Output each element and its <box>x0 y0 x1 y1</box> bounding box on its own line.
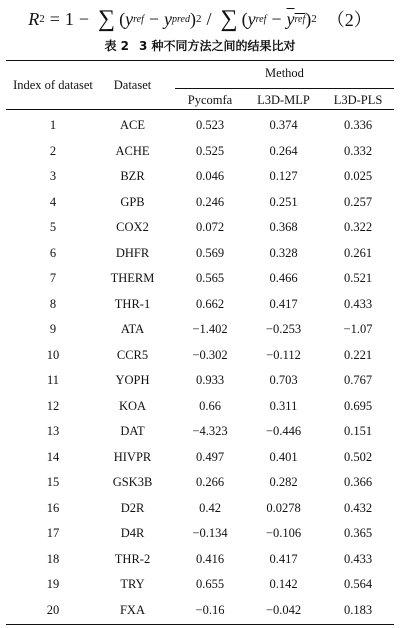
table-row <box>6 266 394 292</box>
cell-dataset: ACE <box>120 118 145 132</box>
cell-pycomfa: 0.046 <box>195 169 225 183</box>
header-l3d-pls: L3D-PLS <box>333 93 383 107</box>
table-row <box>6 139 394 165</box>
cell-l3d-pls: 0.366 <box>343 475 373 489</box>
cell-index: 1 <box>49 118 57 132</box>
cell-l3d-pls: 0.151 <box>343 424 373 438</box>
table-row <box>6 470 394 496</box>
cell-l3d-mlp: 0.466 <box>269 271 298 285</box>
table-bottom-rule <box>6 624 394 625</box>
cell-l3d-pls: 0.695 <box>343 398 373 413</box>
cell-l3d-pls: 0.183 <box>343 602 373 617</box>
cell-index: 17 <box>46 526 60 540</box>
table-row <box>6 394 394 420</box>
cell-pycomfa: 0.66 <box>199 398 221 413</box>
table-row <box>6 215 394 241</box>
cell-pycomfa: 0.569 <box>195 245 225 260</box>
cell-l3d-pls: 0.433 <box>343 551 373 566</box>
cell-l3d-pls: 0.502 <box>343 449 373 464</box>
cell-l3d-mlp: 0.417 <box>269 296 298 311</box>
formula-rparen-2: ) <box>305 8 312 29</box>
cell-l3d-pls: 0.257 <box>343 194 373 209</box>
cell-l3d-mlp: 0.328 <box>269 245 298 260</box>
formula-lhs: R <box>28 8 40 29</box>
cell-l3d-mlp: 0.417 <box>269 551 298 566</box>
cell-l3d-pls: −1.07 <box>343 322 373 336</box>
cell-index: 3 <box>49 169 57 183</box>
formula-ref-mean: $\overline{ref}$ <box>294 13 306 25</box>
table-row <box>6 292 394 318</box>
cell-index: 15 <box>46 475 60 489</box>
cell-index: 10 <box>46 347 60 362</box>
table-row <box>6 190 394 216</box>
formula-sum-1: ∑ <box>98 5 116 32</box>
table-row <box>6 521 394 547</box>
cell-pycomfa: 0.497 <box>195 449 225 464</box>
formula-equals: = <box>49 8 60 29</box>
cell-l3d-mlp: 0.127 <box>269 169 298 183</box>
cell-dataset: DHFR <box>115 245 150 260</box>
cell-index: 13 <box>46 424 60 438</box>
table-top-rule <box>6 60 394 61</box>
formula-square-2: 2 <box>311 13 317 25</box>
cell-dataset: TRY <box>120 577 145 591</box>
cell-pycomfa: 0.523 <box>195 118 225 132</box>
cell-pycomfa: 0.933 <box>195 373 225 387</box>
formula-y-ref-2: y <box>247 8 256 29</box>
table-row <box>6 598 394 624</box>
table-row <box>6 445 394 471</box>
cell-pycomfa: 0.246 <box>195 194 225 209</box>
cell-l3d-mlp: 0.264 <box>269 143 298 158</box>
cell-l3d-mlp: −0.253 <box>265 322 302 336</box>
cell-index: 9 <box>49 322 57 336</box>
table-row <box>6 547 394 573</box>
cell-l3d-pls: 0.432 <box>343 500 373 515</box>
cell-l3d-pls: 0.336 <box>343 118 373 132</box>
cell-dataset: FXA <box>119 602 145 617</box>
cell-dataset: DAT <box>120 424 145 438</box>
table-row <box>6 164 394 190</box>
cell-pycomfa: 0.662 <box>195 296 225 311</box>
equation-number: （2） <box>326 10 372 30</box>
cell-dataset: ACHE <box>115 143 150 158</box>
cell-dataset: YOPH <box>115 373 150 387</box>
cell-index: 19 <box>46 577 60 591</box>
table-row <box>6 496 394 522</box>
cell-index: 7 <box>49 271 57 285</box>
cell-dataset: D4R <box>120 526 145 540</box>
cell-dataset: GSK3B <box>112 475 153 489</box>
cell-dataset: CCR5 <box>116 347 149 362</box>
method-header-rule <box>175 88 394 89</box>
table-caption-text: 3 种不同方法之间的结果比对 <box>139 39 296 53</box>
cell-pycomfa: 0.565 <box>195 271 225 285</box>
formula-one: 1 <box>64 8 74 29</box>
cell-l3d-pls: 0.521 <box>343 271 373 285</box>
formula-ref-1: ref <box>133 13 144 25</box>
formula-minus-2: − <box>148 8 160 29</box>
table-row <box>6 368 394 394</box>
cell-pycomfa: −0.16 <box>195 602 225 617</box>
cell-l3d-pls: 0.433 <box>343 296 373 311</box>
header-dataset: Dataset <box>113 78 152 92</box>
cell-dataset: HIVPR <box>113 449 152 464</box>
table-header-rule <box>6 109 394 110</box>
formula-rparen-1: ) <box>190 8 196 29</box>
cell-l3d-mlp: 0.401 <box>269 449 298 464</box>
cell-pycomfa: 0.416 <box>195 551 225 566</box>
cell-l3d-pls: 0.261 <box>343 245 373 260</box>
formula-y-ref-1: y <box>125 8 134 29</box>
cell-l3d-mlp: −0.042 <box>265 602 302 617</box>
table-row <box>6 343 394 369</box>
cell-pycomfa: 0.42 <box>199 500 221 515</box>
header-method: Method <box>265 66 304 80</box>
cell-dataset: THERM <box>110 271 155 285</box>
header-l3d-mlp: L3D-MLP <box>257 93 310 107</box>
cell-l3d-pls: 0.332 <box>343 143 373 158</box>
cell-pycomfa: 0.525 <box>195 143 225 158</box>
cell-l3d-pls: 0.564 <box>343 577 373 591</box>
formula-lhs-exponent: 2 <box>39 13 45 25</box>
cell-l3d-pls: 0.025 <box>343 169 373 183</box>
cell-pycomfa: −0.134 <box>192 526 228 540</box>
cell-pycomfa: −0.302 <box>192 347 228 362</box>
formula-slash: / <box>206 8 212 29</box>
cell-l3d-mlp: −0.106 <box>265 526 302 540</box>
formula-y-pred: y <box>164 8 173 29</box>
formula-minus-3: − <box>271 8 282 29</box>
cell-l3d-mlp: −0.446 <box>265 424 302 438</box>
table-row <box>6 572 394 598</box>
cell-l3d-mlp: 0.251 <box>269 194 298 209</box>
cell-l3d-pls: 0.221 <box>343 347 373 362</box>
cell-index: 20 <box>46 602 60 617</box>
cell-l3d-pls: 0.767 <box>343 373 373 387</box>
cell-dataset: D2R <box>120 500 145 515</box>
cell-index: 2 <box>49 143 57 158</box>
formula-y-ref-mean: $\overline{y}$ <box>286 8 295 29</box>
formula-minus-1: − <box>78 8 90 29</box>
table-caption-number: 表 2 <box>104 39 129 53</box>
cell-pycomfa: 0.266 <box>195 475 225 489</box>
cell-l3d-pls: 0.365 <box>343 526 373 540</box>
cell-index: 4 <box>49 194 57 209</box>
cell-l3d-mlp: 0.374 <box>269 118 298 132</box>
cell-dataset: GPB <box>120 194 145 209</box>
cell-index: 5 <box>49 220 57 234</box>
cell-l3d-mlp: −0.112 <box>266 347 301 362</box>
formula-pred: pred <box>172 13 190 25</box>
cell-pycomfa: −4.323 <box>192 424 228 438</box>
cell-l3d-mlp: 0.282 <box>269 475 298 489</box>
cell-index: 18 <box>46 551 60 566</box>
table-row <box>6 317 394 343</box>
cell-dataset: ATA <box>120 322 145 336</box>
cell-pycomfa: −1.402 <box>192 322 228 336</box>
formula-ref-2: ref <box>255 13 267 25</box>
cell-index: 12 <box>46 398 60 413</box>
cell-dataset: THR-1 <box>114 296 151 311</box>
table-body <box>6 113 394 623</box>
cell-pycomfa: 0.655 <box>195 577 225 591</box>
cell-l3d-mlp: 0.311 <box>269 398 298 413</box>
formula-lparen-1: ( <box>119 8 126 29</box>
cell-l3d-mlp: 0.368 <box>269 220 298 234</box>
formula-sum-2: ∑ <box>220 5 238 32</box>
table-row <box>6 419 394 445</box>
cell-dataset: THR-2 <box>114 551 151 566</box>
cell-l3d-mlp: 0.142 <box>269 577 298 591</box>
cell-index: 14 <box>46 449 60 464</box>
cell-pycomfa: 0.072 <box>195 220 225 234</box>
cell-l3d-mlp: 0.0278 <box>266 500 301 515</box>
cell-index: 16 <box>46 500 60 515</box>
cell-index: 6 <box>49 245 57 260</box>
table-row <box>6 241 394 267</box>
r2-formula <box>0 4 400 34</box>
table-row <box>6 113 394 139</box>
cell-dataset: KOA <box>118 398 147 413</box>
formula-square-1: 2 <box>196 13 202 25</box>
table-caption <box>0 37 400 54</box>
cell-l3d-pls: 0.322 <box>343 220 373 234</box>
header-pycomfa: Pycomfa <box>187 93 233 107</box>
cell-l3d-mlp: 0.703 <box>269 373 298 387</box>
cell-index: 8 <box>49 296 57 311</box>
cell-dataset: COX2 <box>116 220 149 234</box>
cell-dataset: BZR <box>120 169 145 183</box>
header-index-of-dataset: Index of dataset <box>13 78 93 92</box>
formula-lparen-2: ( <box>241 8 248 29</box>
cell-index: 11 <box>46 373 60 387</box>
